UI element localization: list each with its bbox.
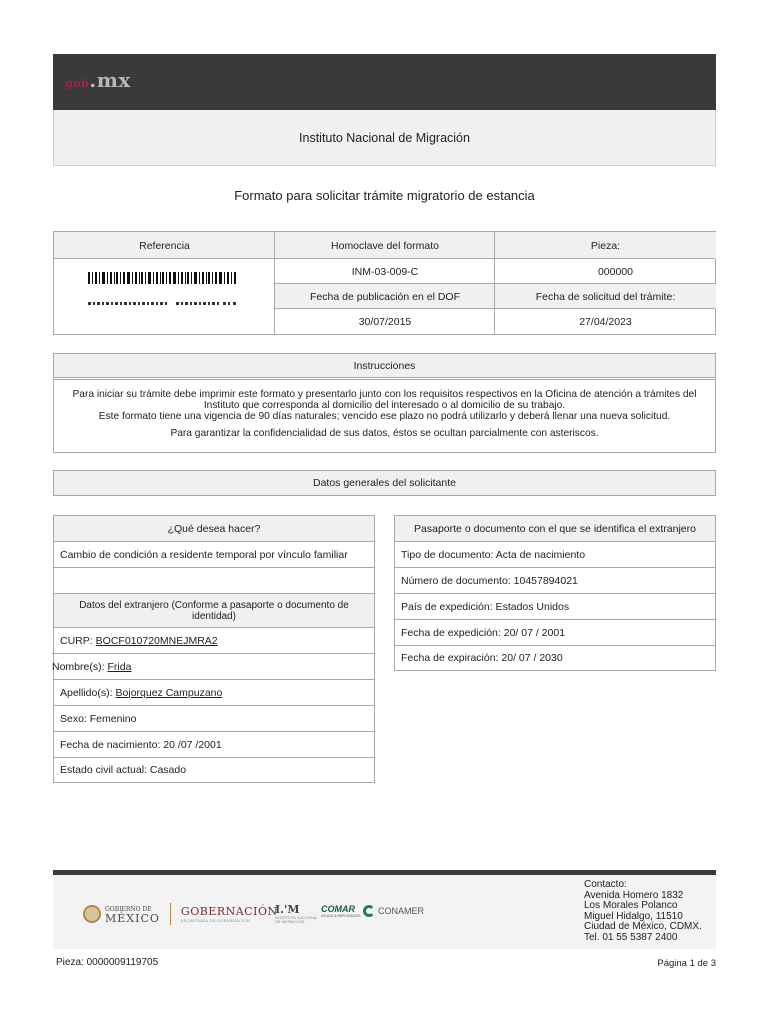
tramite-value: Cambio de condición a residente temporal por vínculo familiar	[54, 541, 374, 567]
gm-line1: GOBIERNO DE	[105, 906, 152, 913]
pasaporte-panel	[394, 515, 716, 671]
datos-generales-header: Datos generales del solicitante	[53, 470, 716, 496]
apellido-row	[54, 679, 374, 705]
gobernacion-logo: GOBERNACIÓN SECRETARÍA DE GOBERNACIÓN	[180, 905, 278, 923]
curp-label: CURP:	[60, 634, 93, 647]
contact-line: Ciudad de México, CDMX.	[584, 921, 702, 932]
comar-logo: COMAR AYUDA A REFUGIADOS	[321, 904, 361, 918]
fecha-publicacion-value: 30/07/2015	[358, 316, 412, 328]
instructions-header: Instrucciones	[53, 353, 716, 378]
fecha-expiracion-row: Fecha de expiración: 20/ 07 / 2030	[395, 645, 715, 670]
apellido-label: Apellido(s):	[60, 686, 113, 699]
logo-mx-text: .mx	[89, 68, 131, 92]
datos-extranjero-header: Datos del extranjero (Conforme a pasaporte o documento de identidad)	[54, 593, 374, 627]
col-homoclave: Homoclave del formato	[275, 232, 495, 259]
pais-expedicion-row: País de expedición: Estados Unidos	[395, 593, 715, 619]
solicitud-panel	[53, 515, 375, 783]
instructions-line-1: Para iniciar su trámite debe imprimir este formato y presentarlo junto con los requisitos respectivos en la Oficina de atención a trámites del Instituto que corresponda al domicilio del interesado o al domicilio de su trabajo.	[72, 389, 697, 411]
apellido-value: Bojorquez Campuzano	[115, 686, 223, 699]
institution-banner: Instituto Nacional de Migración	[53, 110, 716, 166]
contact-line: Tel. 01 55 5387 2400	[584, 931, 678, 943]
seal-icon	[83, 905, 101, 923]
conamer-icon	[363, 905, 375, 917]
barcode-caption	[88, 302, 238, 305]
nombre-row	[52, 653, 374, 679]
tipo-documento-row: Tipo de documento: Acta de nacimiento	[395, 541, 715, 567]
gob-mx-logo[interactable]	[65, 68, 131, 92]
form-title: Formato para solicitar trámite migratorio de estancia	[234, 188, 535, 203]
instructions-body	[53, 379, 716, 453]
top-bar	[53, 54, 716, 110]
nombre-label: Nombre(s):	[52, 660, 105, 673]
fecha-expedicion-row: Fecha de expedición: 20/ 07 / 2001	[395, 619, 715, 645]
curp-value: BOCF010720MNEJMRA2	[95, 634, 218, 647]
numero-documento-row: Número de documento: 10457894021	[395, 567, 715, 593]
curp-row	[54, 627, 374, 653]
contact-line: Miguel Hidalgo, 11510	[584, 910, 683, 922]
pieza-value: 000000	[597, 265, 634, 278]
fecha-nacimiento-row: Fecha de nacimiento: 20 /07 /2001	[54, 731, 374, 757]
gobierno-mexico-logo	[83, 903, 278, 925]
gm-line2: MÉXICO	[105, 912, 160, 925]
fecha-publicacion-label: Fecha de publicación en el DOF	[275, 284, 495, 309]
col-pieza: Pieza:	[495, 232, 716, 259]
fecha-solicitud-label: Fecha de solicitud del trámite:	[495, 284, 716, 309]
footer	[53, 875, 716, 949]
logo-gob-text: gob	[65, 77, 90, 90]
fecha-solicitud-value: 27/04/2023	[579, 316, 632, 328]
nombre-value: Frida	[107, 660, 132, 673]
sexo-row: Sexo: Femenino	[54, 705, 374, 731]
col-referencia: Referencia	[54, 232, 275, 259]
contact-line: Contacto:	[584, 879, 627, 890]
contact-line: Avenida Homero 1832	[584, 889, 684, 901]
pieza-footer: Pieza: 0000009119705	[56, 957, 159, 968]
empty-row	[54, 567, 374, 593]
instructions-line-2: Este formato tiene una vigencia de 90 días naturales; vencido ese plazo no podrá utilizarlo y deberá llenar una nueva solicitud.	[98, 411, 671, 422]
estado-civil-row: Estado civil actual: Casado	[54, 757, 374, 782]
inm-logo: I.'M INSTITUTO NACIONAL DE MIGRACIÓN	[275, 903, 318, 924]
contact-info	[584, 880, 702, 943]
contact-line: Los Morales Polanco	[584, 900, 678, 911]
homoclave-value: INM-03-009-C	[351, 265, 419, 278]
pasaporte-header: Pasaporte o documento con el que se identifica el extranjero	[395, 516, 715, 541]
conamer-logo: CONAMER	[363, 905, 424, 917]
reference-table	[53, 231, 716, 335]
que-desea-hacer-header: ¿Qué desea hacer?	[54, 516, 374, 541]
instructions-line-3: Para garantizar la confidencialidad de sus datos, éstos se ocultan parcialmente con asteriscos.	[170, 428, 599, 439]
page-number: Página 1 de 3	[657, 958, 716, 969]
barcode-image	[88, 272, 238, 284]
